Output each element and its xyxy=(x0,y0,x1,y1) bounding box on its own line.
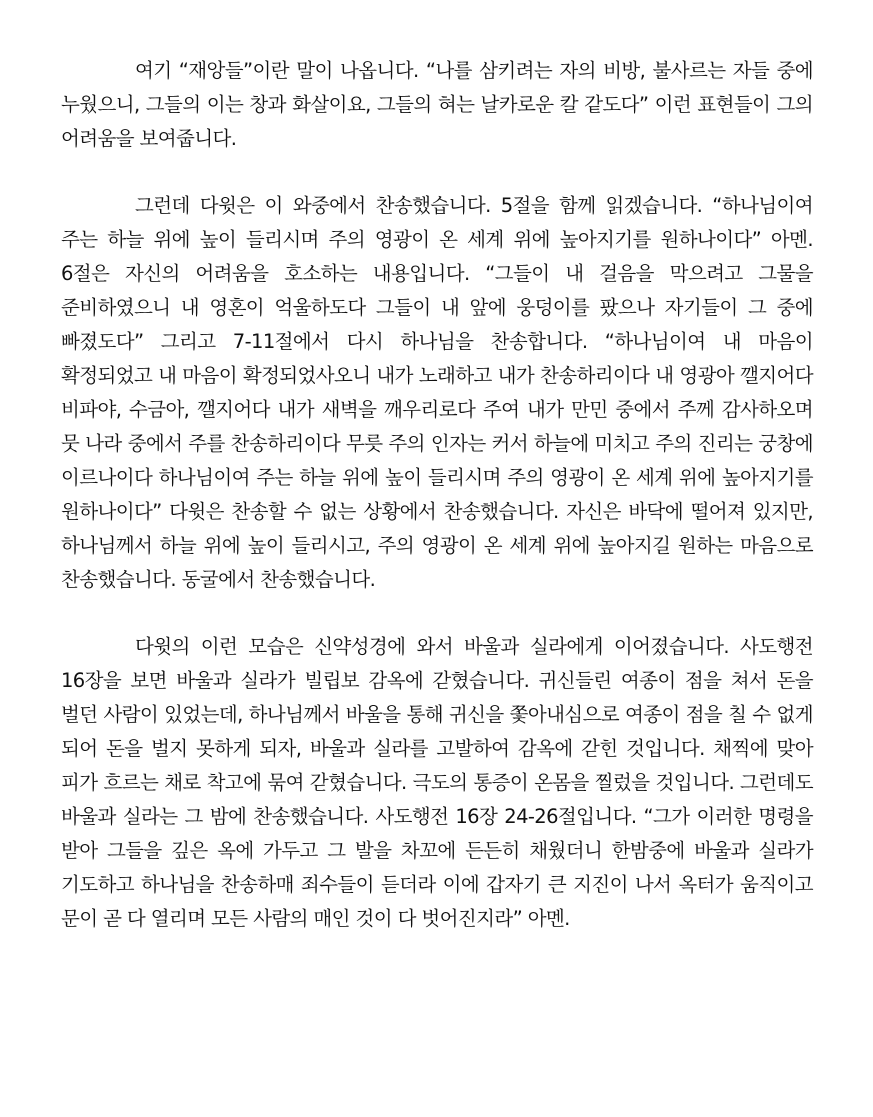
paragraph-1: 여기 “재앙들”이란 말이 나옵니다. “나를 삼키려는 자의 비방, 불사르는 자들 중에 누웠으니, 그들의 이는 창과 화살이요, 그들의 혀는 날카로운 칼 같도다” 이런 표현들이 그의 어려움을 보여줍니다. xyxy=(61,59,813,150)
paragraph-2: 그런데 다윗은 이 와중에서 찬송했습니다. 5절을 함께 읽겠습니다. “하나님이여 주는 하늘 위에 높이 들리시며 주의 영광이 온 세계 위에 높아지기를 원하나이다” 아멘. 6절은 자신의 어려움을 호소하는 내용입니다. “그들이 내 걸음을 막으려고 그물을 준비하였으니 내 영혼이 억울하도다 그들이 내 앞에 웅덩이를 팠으나 자기들이 그 중에 빠졌도다” 그리고 7-11절에서 다시 하나님을 찬송합니다. “하나님이여 내 마음이 확정되었고 내 마음이 확정되었사오니 내가 노래하고 내가 찬송하리이다 내 영광아 깰지어다 비파야, 수금아, 깰지어다 내가 새벽을 깨우리로다 주여 내가 만민 중에서 주께 감사하오며 뭇 나라 중에서 주를 찬송하리이다 무릇 주의 인자는 커서 하늘에 미치고 주의 진리는 궁창에 이르나이다 하나님이여 주는 하늘 위에 높이 들리시며 주의 영광이 온 세계 위에 높아지기를 원하나이다” 다윗은 찬송할 수 없는 상황에서 찬송했습니다. 자신은 바닥에 떨어져 있지만, 하나님께서 하늘 위에 높이 들리시고, 주의 영광이 온 세계 위에 높아지길 원하는 마음으로 찬송했습니다. 동굴에서 찬송했습니다. xyxy=(61,194,813,591)
document-page xyxy=(61,54,813,936)
paragraph-3: 다윗의 이런 모습은 신약성경에 와서 바울과 실라에게 이어졌습니다. 사도행전 16장을 보면 바울과 실라가 빌립보 감옥에 갇혔습니다. 귀신들린 여종이 점을 쳐서 돈을 벌던 사람이 있었는데, 하나님께서 바울을 통해 귀신을 쫓아내심으로 여종이 점을 칠 수 없게 되어 돈을 벌지 못하게 되자, 바울과 실라를 고발하여 감옥에 갇힌 것입니다. 채찍에 맞아 피가 흐르는 채로 착고에 묶여 갇혔습니다. 극도의 통증이 온몸을 찔렀을 것입니다. 그런데도 바울과 실라는 그 밤에 찬송했습니다. 사도행전 16장 24-26절입니다. “그가 이러한 명령을 받아 그들을 깊은 옥에 가두고 그 발을 차꼬에 든든히 채웠더니 한밤중에 바울과 실라가 기도하고 하나님을 찬송하매 죄수들이 듣더라 이에 갑자기 큰 지진이 나서 옥터가 움직이고 문이 곧 다 열리며 모든 사람의 매인 것이 다 벗어진지라” 아멘. xyxy=(61,635,813,930)
